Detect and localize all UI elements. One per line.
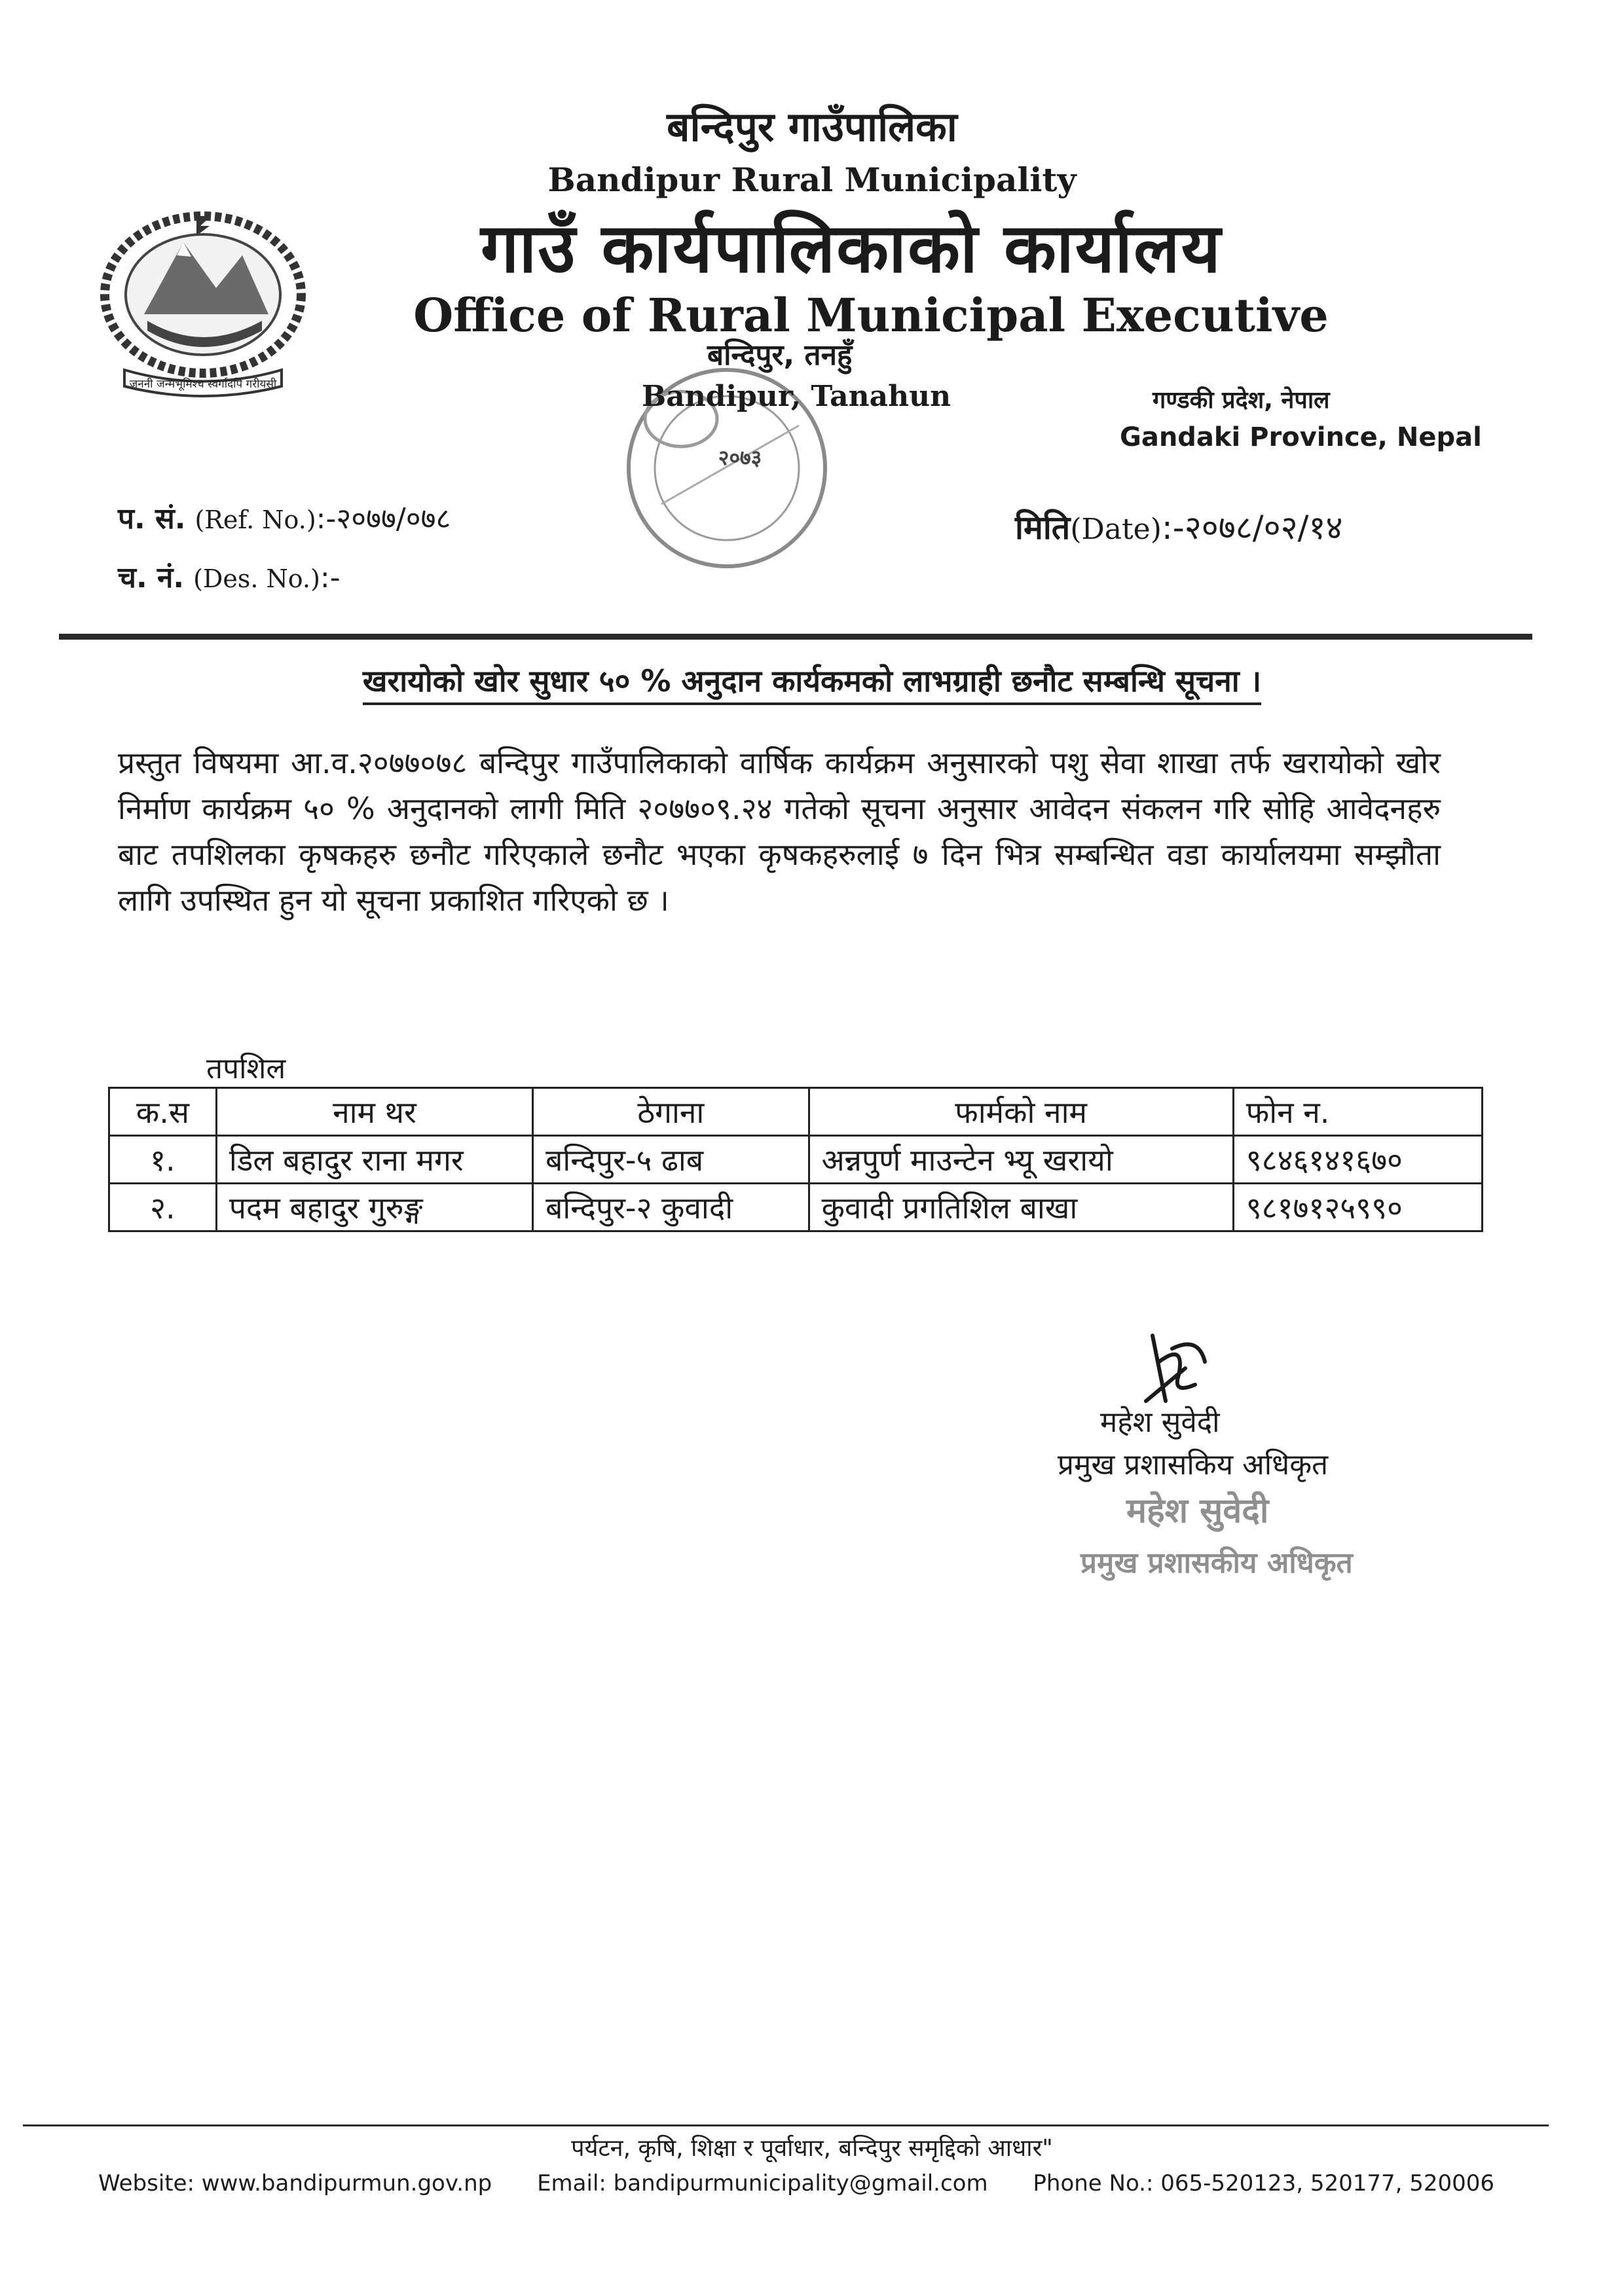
col-phone: फोन न. (1233, 1088, 1482, 1136)
des-key: च. नं. (118, 561, 185, 594)
date-key: मिति (1015, 509, 1071, 547)
table-header-row (109, 1088, 1483, 1136)
footer-slogan: पर्यटन, कृषि, शिक्षा र पूर्वाधार, बन्दिपुर समृद्दिको आधार" (571, 2135, 1053, 2162)
ref-number (118, 498, 451, 537)
table-caption: तपशिल (206, 1052, 286, 1085)
row-address: बन्दिपुर-२ कुवादी (533, 1184, 809, 1231)
signatory-stamp-title: प्रमुख प्रशासकीय अधिकृत (1080, 1546, 1353, 1580)
date (1015, 504, 1342, 549)
ref-key: प. सं. (118, 502, 186, 536)
row-serial: १. (109, 1136, 217, 1184)
table-row (109, 1184, 1483, 1231)
signatory-title: प्रमुख प्रशासकिय अधिकृत (1058, 1448, 1329, 1482)
col-name: नाम थर (216, 1088, 532, 1136)
emblem-motto: जननी जन्मभूमिश्च स्वर्गादपि गरीयसी (129, 378, 277, 391)
row-farm-name: अन्नपुर्ण माउन्टेन भ्यू खरायो (809, 1136, 1233, 1184)
province-en: Gandaki Province, Nepal (1120, 422, 1482, 452)
footer-divider (23, 2124, 1549, 2126)
notice-body: प्रस्तुत विषयमा आ.व.२०७७०७८ बन्दिपुर गाउँपालिकाको वार्षिक कार्यक्रम अनुसारको पशु सेवा शाखा तर्फ खरायोको खोर निर्माण कार्यक्रम ५० % अनुदानको लागी मिति २०७७०९.२४ गतेको सूचना अनुसार आवेदन संकलन गरि सोहि आवेदनहरु बाट तपशिलका कृषकहरु छनौट गरिएकाले छनौट भएका कृषकहरुलाई ७ दिन भित्र सम्बन्धित वडा कार्यालयमा सम्झौता लागि उपस्थित हुन यो सूचना प्रकाशित गरिएको छ । (118, 745, 1441, 918)
col-serial: क.स (109, 1088, 217, 1136)
notice-subject (0, 660, 1624, 701)
table-row (109, 1136, 1483, 1184)
row-phone: ९८१७१२५९९० (1233, 1184, 1482, 1231)
date-en-label: (Date) (1070, 513, 1162, 546)
signatory-stamp-name: महेश सुवेदी (1126, 1491, 1269, 1531)
row-name: डिल बहादुर राना मगर (216, 1136, 532, 1184)
signatory-name: महेश सुवेदी (1100, 1406, 1220, 1439)
municipality-name-np: बन्दिपुर गाउँपालिका (667, 103, 957, 151)
footer-phone: Phone No.: 065-520123, 520177, 520006 (1033, 2170, 1495, 2196)
row-name: पदम बहादुर गुरुङ्ग (216, 1184, 532, 1231)
date-value: :-२०७८/०२/१४ (1161, 509, 1343, 547)
row-serial: २. (109, 1184, 217, 1231)
beneficiary-table (108, 1087, 1483, 1232)
ref-en-label: (Ref. No.) (194, 505, 316, 534)
footer-email: Email: bandipurmunicipality@gmail.com (537, 2170, 988, 2196)
row-address: बन्दिपुर-५ ढाब (533, 1136, 809, 1184)
footer-website: Website: www.bandipurmun.gov.np (98, 2170, 492, 2196)
des-number (118, 556, 341, 596)
des-value: :- (320, 561, 341, 594)
notice-subject-text: खरायोको खोर सुधार ५० % अनुदान कार्यकमको लाभग्राही छनौट सम्बन्धि सूचना । (363, 663, 1261, 705)
row-farm-name: कुवादी प्रगतिशिल बाखा (809, 1184, 1233, 1231)
office-name-en: Office of Rural Municipal Executive (413, 288, 1329, 342)
header-divider (59, 634, 1532, 640)
ref-value: :-२०७७/०७८ (316, 502, 451, 536)
office-name-np: गाउँ कार्यपालिकाको कार्यालय (481, 208, 1222, 288)
stamp-year: २०७३ (718, 445, 762, 470)
des-en-label: (Des. No.) (193, 564, 320, 593)
footer-contacts (98, 2170, 1532, 2196)
row-phone: ९८४६१४१६७० (1233, 1136, 1482, 1184)
municipality-name-en: Bandipur Rural Municipality (547, 160, 1077, 199)
province-np: गण्डकी प्रदेश, नेपाल (1153, 387, 1330, 414)
col-address: ठेगाना (533, 1088, 809, 1136)
location-en: Bandipur, Tanahun (642, 380, 951, 413)
location-np: बन्दिपुर, तनहुँ (707, 338, 853, 372)
col-farm-name: फार्मको नाम (809, 1088, 1233, 1136)
